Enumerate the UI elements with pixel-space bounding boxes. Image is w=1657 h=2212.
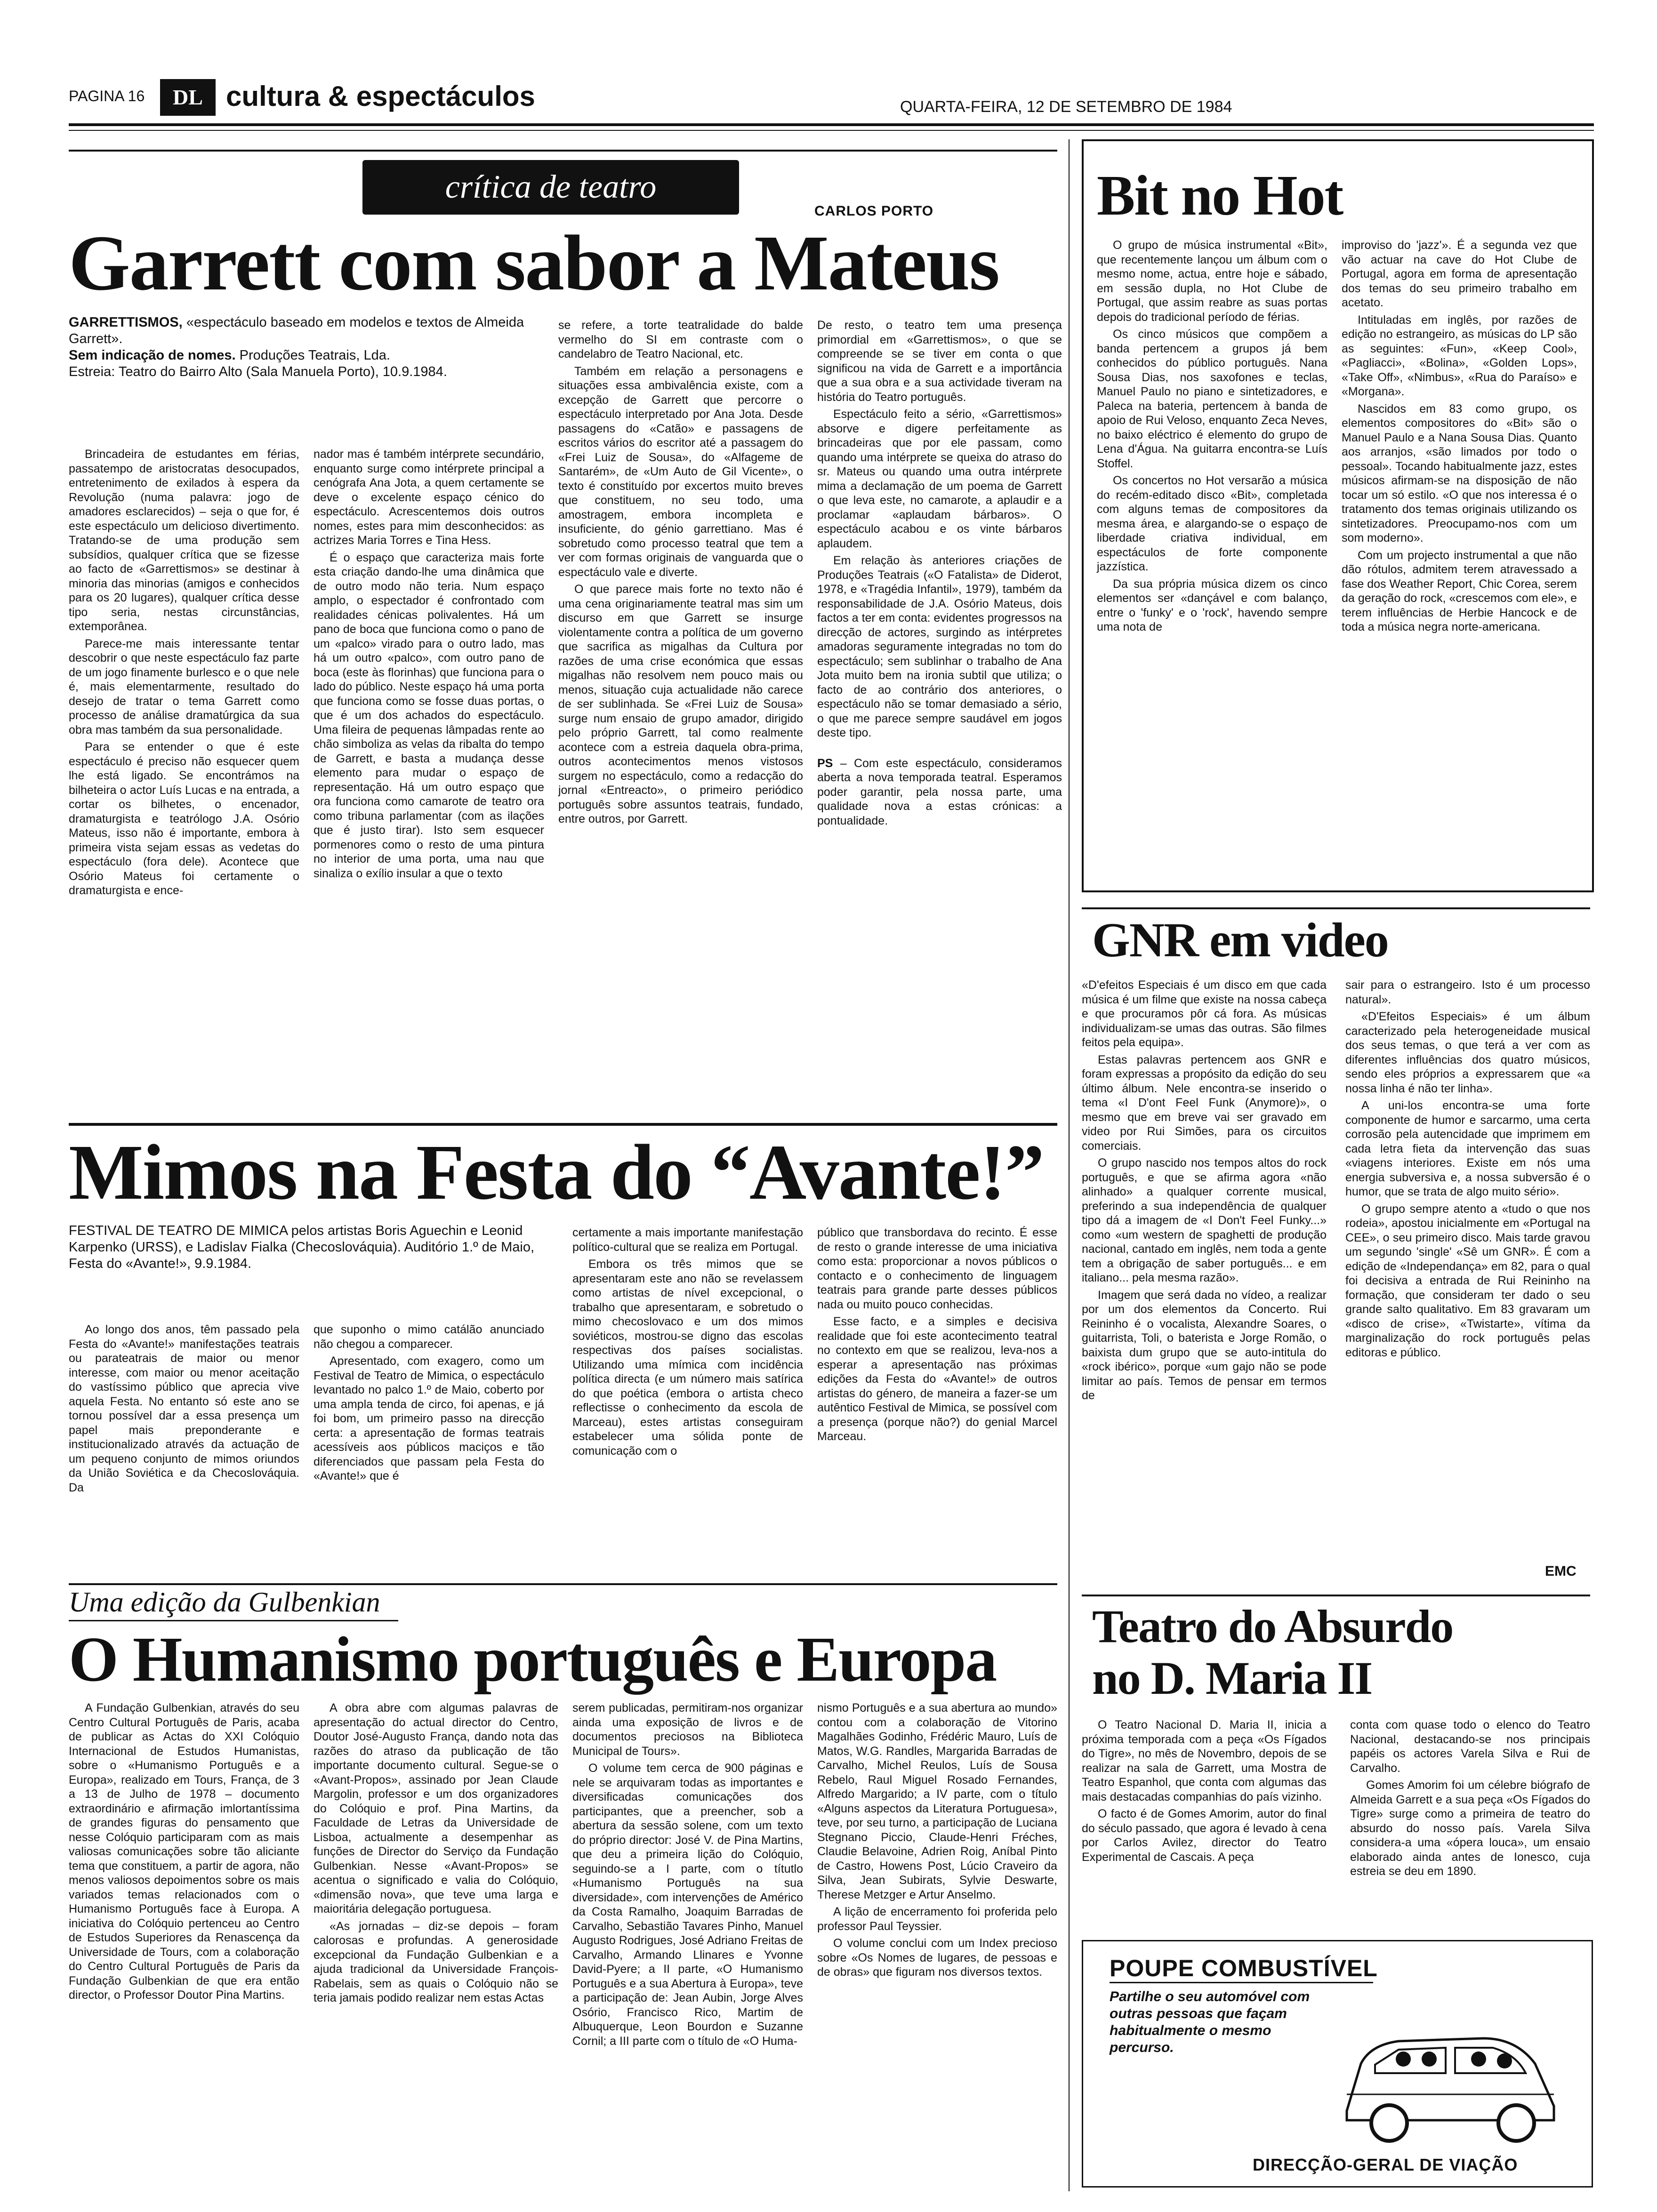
paragraph: Ao longo dos anos, têm passado pela Festa do «Avante!» manifestações teatrais ou parateatrais de maior ou menor interesse, com maior ou menor aceitação do vastíssimo público que aprecia vive aquela Festa. No entanto só este ano se tornou possível dar a essa presença um papel mais preponderante e institucionalizado através da actuação de um pequeno conjunto de mimos oriundos da União Soviética e da Checoslováquia. Da <box>69 1323 299 1494</box>
article4-col1 <box>69 1322 299 1498</box>
article1-credits <box>69 314 544 380</box>
paragraph: serem publicadas, permitiram-nos organizar ainda uma exposição de livros e de documentos preciosos na Biblioteca Municipal de Tours». <box>572 1701 803 1758</box>
paragraph: O Teatro Nacional D. Maria II, inicia a próxima temporada com a peça «Os Fígados do Tigre», no mês de Novembro, depois de se realizar na sala de Garrett, uma Mostra de Teatro Espanhol, que conta com algumas das mais destacadas companhias do país vizinho. <box>1082 1718 1327 1803</box>
article2-col1 <box>1097 238 1327 637</box>
paragraph: Os cinco músicos que compõem a banda pertencem a grupos já bem conhecidos do público português. Nana Sousa Dias, nos saxofones e teclas, Manuel Paulo no piano e sintetizadores, e Paleca na bateria, pertencem à banda de apoio de Rui Veloso, enquanto Zeca Neves, no baixo eléctrico é elemento do grupo de Lena d'Água. Na guitarra encontra-se Luís Stoffel. <box>1097 328 1327 470</box>
article1-col2 <box>314 447 544 883</box>
paragraph: A Fundação Gulbenkian, através do seu Centro Cultural Português de Paris, acaba de publicar as Actas do XXI Colóquio Internacional de Estudos Humanistas, sobre o «Humanismo Português e a Europa», realizado em Tours, França, de 3 a 13 de Julho de 1978 – documento extraordinário e afirmação imlortantíssima de grandes figuras do pensamento que nesse Colóquio participaram com as mais valiosas comunicações sobre tão aliciante tema que constituem, a partir de agora, não menos valiosos depoimentos sobre os mais variados temas relacionados com o Humanismo Português face à Europa. A iniciativa do Colóquio pertenceu ao Centro de Estudos Superiores da Renascença da Universidade de Tours, com a colaboração do Centro Cultural Português de Paris da Fundação Gulbenkian de que era então director, o Professor Doutor Pina Martins. <box>69 1701 299 2002</box>
article6-col1 <box>1082 1718 1327 1867</box>
article4-col2 <box>314 1322 544 1486</box>
ps-label: PS <box>817 756 833 770</box>
article4-top-rule <box>69 1123 1057 1126</box>
paragraph: Esse facto, e a simples e decisiva realidade que foi este acontecimento teatral no contexto em que se realizou, leva-nos a esperar a apresentação nas próximas edições da Festa do «Avante!» de outros artistas do género, de maneira a fazer-se um autêntico Festival de Mimica, se possível com a presença (porque não?) do genial Marcel Marceau. <box>817 1315 1057 1443</box>
article3-top-rule <box>1082 907 1590 909</box>
article3-col1 <box>1082 978 1327 1406</box>
car-illustration <box>1328 2012 1573 2144</box>
paragraph: O grupo sempre atento a «tudo o que nos rodeia», apostou inicialmente em «Portugal na CEE», o seu primeiro disco. Mais tarde gravou um segundo 'single' «Sê um GNR». É com a edição de «Independança» em 82, para o qual foi decisiva a entrada de Rui Reininho na formação, que consideram ter dado o seu grande salto qualitativo. Em 83 gravaram um «disco de crise», «Twistarte», vítima da marginalização do rock português pelas editoras e público. <box>1345 1202 1590 1359</box>
paragraph: se refere, a torte teatralidade do balde vermelho do SI em contraste com o candelabro de Teatro Nacional, etc. <box>558 319 803 361</box>
paragraph: Em relação às anteriores criações de Produções Teatrais («O Fatalista» de Diderot, 1978, e «Tragédia Infantil», 1979), também da responsabilidade de J.A. Osório Mateus, dois factos a ter em conta: evidentes progressos na direcção de actores, surgindo as intérpretes amadoras seguramente integradas no tom do espectáculo; sem sublinhar o trabalho de Ana Jota muito bem na ironia subtil que utiliza; o facto de ao contrário dos anteriores, o espectáculo não se tomar demasiado a sério, o que me parece sempre saudável em jogos deste tipo. <box>817 554 1062 739</box>
article6-top-rule <box>1082 1595 1590 1596</box>
article5-col4 <box>817 1701 1057 1982</box>
article1-headline: Garrett com sabor a Mateus <box>69 219 999 307</box>
paragraph: De resto, o teatro tem uma presença primordial em «Garrettismos», o que se compreende se se tiver em conta o que significou na vida de Garrett e a importância que a sua obra e a sua actividade tiveram na história do Teatro português. <box>817 319 1062 404</box>
show-title: GARRETTISMOS, <box>69 315 183 330</box>
paragraph: Também em relação a personagens e situações essa ambivalência existe, com a excepção de Garrett que percorre o espectáculo interpretado por Ana Jota. Desde passagens do «Catão» e passagens de escritos vários do escritor até a passagem do «Frei Luiz de Sousa», do «Alfageme de Santarém», de «Um Auto de Gil Vicente», o texto é constituído por excertos muito breves que constituem, no seu todo, uma amostragem, embora incompleta e insuficiente, do génio garrettiano. Mas é sobretudo como processo teatral que tem a ver com formas originais de vanguarda que o espectáculo vale e diverte. <box>558 364 803 579</box>
masthead-rule-thin <box>69 130 1594 131</box>
byline: CARLOS PORTO <box>814 203 934 219</box>
paragraph: O facto é de Gomes Amorim, autor do final do século passado, que agora é levado à cena por Carlos Avilez, director do Teatro Experimental de Cascais. A peça <box>1082 1807 1327 1864</box>
page-number: PAGINA 16 <box>69 88 145 104</box>
credits-premiere: Estreia: Teatro do Bairro Alto (Sala Manuela Porto), 10.9.1984. <box>69 364 447 379</box>
paragraph: Intituladas em inglês, por razões de edição no estrangeiro, as músicas do LP são as seguintes: «Fun», «Keep Cool», «Pagliacci», «Bolina», «Golden Lops», «Take Off», «Nimbus», «Rua do Paraíso» e «Morgana». <box>1342 313 1577 398</box>
article3-col2 <box>1345 978 1590 1362</box>
article5-col2 <box>314 1701 558 2008</box>
masthead-rule <box>69 123 1594 126</box>
paragraph: Imagem que será dada no vídeo, a realizar por um dos elementos da Concerto. Rui Reininho é o vocalista, Alexandre Soares, o guitarrista, Toli, o baterista e Jorge Romão, o baixista dum grupo que se auto-intitula do «rock ibérico», porque «um gajo não se pode limitar ao país. Temos de pensar em termos de <box>1082 1288 1327 1402</box>
issue-date: QUARTA-FEIRA, 12 DE SETEMBRO DE 1984 <box>900 98 1232 116</box>
credits-production: Produções Teatrais, Lda. <box>239 348 390 363</box>
paragraph: Os concertos no Hot versarão a música do recém-editado disco «Bit», completada com alguns temas de compositores da mesma área, e alargando-se o espaço de liberdade criativa individual, em espectáculos de forte componente jazzística. <box>1097 474 1327 573</box>
paragraph: Estas palavras pertencem aos GNR e foram expressas a propósito da edição do seu último álbum. Nele encontra-se inserido o tema «I D'ont Feel Funk (Anymore)», o mesmo que em breve vai ser gravado em video por Rui Simões, para os circuitos comerciais. <box>1082 1053 1327 1153</box>
critica-rubric-label: crítica de teatro <box>445 169 657 205</box>
article5-kicker: Uma edição da Gulbenkian <box>69 1587 380 1618</box>
critica-rubric <box>362 160 739 215</box>
paragraph: O grupo nascido nos tempos altos do rock português, e que se afirma agora «não alinhado» a qualquer corrente musical, preferindo a sua independência de qualquer tipo dá a imagem de «I Don't Feel Funky...» como «um western de spaghetti de produção nacional, cantado em inglês, nem toda a gente tem a obrigação de saber português... e em italiano... pela mesma razão». <box>1082 1156 1327 1284</box>
paragraph: nismo Português e a sua abertura ao mundo» contou com a colaboração de Vitorino Magalhães Godinho, Frédéric Mauro, Luís de Matos, W.G. Randles, Margarida Barradas de Carvalho, Michel Reulos, Luís de Sousa Rebelo, Raul Miguel Rosado Fernandes, Alfredo Margarido; a IV parte, com o título «Alguns aspectos da Literatura Portuguesa», teve, por seu turno, a participação de Luciana Stegnano Piccio, Claude-Henri Fréches, Claudie Belavoine, Adrien Roig, Aníbal Pinto de Castro, Howens Post, Lúcio Craveiro da Silva, Jean Subirats, Sylvie Deswarte, Therese Metzger e Artur Anselmo. <box>817 1701 1057 1901</box>
paragraph: O volume tem cerca de 900 páginas e nele se arquivaram todas as importantes e diversificadas comunicações dos participantes, que a preencher, sob a abertura da sessão solene, com um texto do próprio director: José V. de Pina Martins, que deu a primeira lição do Colóquio, seguindo-se a I parte, com o títutlo «Humanismo Português na sua diversidade», com intervenções de Américo da Costa Ramalho, Joaquim Barradas de Carvalho, Sebastião Tavares Pinho, Manuel Augusto Rodrigues, José Adriano Freitas de Carvalho, Armando Llinares e Yvonne David-Pyere; a II parte, «O Humanismo Português e a sua Abertura à Europa», teve a participação de: Jean Aubin, Jorge Alves Osório, Francisco Rico, Martim de Albuquerque, Leon Bourdon e Suzanne Cornil; a III parte com o título de «O Huma- <box>572 1762 803 2048</box>
paragraph: «D'Efeitos Especiais» é um álbum caracterizado pela heterogeneidade musical dos seus temas, o que terá a ver com as diferentes influências dos quatro músicos, sendo eles próprios a expressarem que «a nossa linha é não ter linha». <box>1345 1010 1590 1095</box>
paragraph: É o espaço que caracteriza mais forte esta criação dando-lhe uma dinâmica que de outro modo não teria. Num espaço amplo, o espectador é confrontado com realidades cénicas polivalentes. Há um pano de boca que funciona como o pano de um «palco» virado para o outro lado, mas há um outro «palco», com outro pano de boca (este às florinhas) que funciona para o lado do público. Neste espaço há uma porta que funciona como se fosse duas portas, o que é um dos achados do espectáculo. Uma fileira de pequenas lâmpadas rente ao chão simboliza as velas da ribalta do tempo de Garrett, e basta a mudança desse elemento para mudar o espaço de representação. Há um outro espaço que ora funciona como camarote de teatro ora como tribuna parlamentar (com as ilações que é justo tirar). Isto sem esquecer pormenores como o resto de uma pintura no interior de uma porta, uma nau que sinaliza o exílio insular a que o texto <box>314 551 544 880</box>
article4-col4 <box>817 1226 1057 1447</box>
paragraph: Apresentado, com exagero, como um Festival de Teatro de Mimica, o espectáculo levantado no palco 1.º de Maio, coberto por uma ampla tenda de circo, foi apenas, e já foi bom, um primeiro passo na direcção certa: a apresentação de formas teatrais acessíveis aos públicos maciços e tão diferenciados que passam pela Festa do «Avante!» que é <box>314 1354 544 1483</box>
paragraph: conta com quase todo o elenco do Teatro Nacional, destacando-se nos principais papéis os actores Varela Silva e Rui de Carvalho. <box>1350 1718 1590 1775</box>
paragraph: Da sua própria música dizem os cinco elementos ser «dançável e com balanço, entre o 'funky' e o 'rock', havendo sempre uma nota de <box>1097 577 1327 633</box>
paragraph: certamente a mais importante manifestação político-cultural que se realiza em Portugal. <box>572 1226 803 1254</box>
logo-glyph: DL <box>173 85 203 109</box>
section-title: cultura & espectáculos <box>226 80 535 112</box>
paragraph: O grupo de música instrumental «Bit», que recentemente lançou um álbum com o mesmo nome, actua, entre hoje e sábado, em sessão dupla, no Hot Clube de Portugal, que assim reabre as suas portas depois do tradicional período de férias. <box>1097 239 1327 324</box>
article4-headline: Mimos na Festa do “Avante!” <box>69 1129 1044 1216</box>
article5-col3 <box>572 1701 803 2051</box>
paragraph: A obra abre com algumas palavras de apresentação do actual director do Centro, Doutor José-Augusto França, dando nota das razões do atraso da publicação de tão importante documento cultural. Segue-se o «Avant-Propos», assinado por Jean Claude Margolin, professor e um dos organizadores do Colóquio e prof. Pina Martins, da Faculdade de Letras da Universidade de Lisboa, actualmente a desempenhar as funções de Director do Serviço da Fundação Gulbenkian. Nesse «Avant-Propos» se acentua o significado e valia do Colóquio, «dimensão nova», que teve uma larga e maioritária delegação portuguesa. <box>314 1701 558 1915</box>
paragraph: Brincadeira de estudantes em férias, passatempo de aristocratas desocupados, entretenimento de exilados à espera da Revolução (numa palavra: jogo de amadores esclarecidos) – seja o que for, é este espectáculo um delicioso divertimento. Tratando-se de uma produção sem subsídios, qualquer crítica que se fizesse ao facto de «Garrettismos» se destinar à minoria das minorias (amigos e conhecidos para os 20 lugares), qualquer crítica desse tipo seria, nestas circunstâncias, extemporânea. <box>69 448 299 633</box>
paragraph: Embora os três mimos que se apresentaram este ano não se revelassem como artistas de nível excepcional, o trabalho que apresentaram, e sobretudo o mimo checoslovaco e um dos mimos soviéticos, mostrou-se digno das escolas respectivas dos países socialistas. Utilizando uma mímica com incidência política directa (e um número mais satírica do que poética (embora o artista checo reflectisse o conhecimento da escola de Marceau), estes artistas conseguiram estabelecer uma sólida ponte de comunicação com o <box>572 1258 803 1458</box>
article3-headline: GNR em video <box>1092 913 1388 967</box>
advertisement <box>1082 1940 1593 2188</box>
paragraph: «As jornadas – diz-se depois – foram calorosas e profundas. A generosidade excepcional da Fundação Gulbenkian e a ajuda tradicional da Universidade François-Rabelais, sem as quais o Colóquio não se teria jamais podido realizar nem estas Actas <box>314 1919 558 2004</box>
article5-top-rule <box>69 1583 1057 1585</box>
article2-col2 <box>1342 238 1577 637</box>
article5-col1 <box>69 1701 299 2005</box>
article6-headline-2: no D. Maria II <box>1092 1652 1372 1704</box>
ad-title: POUPE COMBUSTÍVEL <box>1110 1955 1378 1981</box>
article4-col3 <box>572 1226 803 1461</box>
article6-headline-1: Teatro do Absurdo <box>1092 1600 1453 1652</box>
article5-headline: O Humanismo português e Europa <box>69 1624 997 1695</box>
paragraph: Com um projecto instrumental a que não dão rótulos, admitem terem atravessado a fase dos Weather Report, Chic Corea, serem da geração do rock, «crescemos com ele», e terem influências de Herbie Hancock e de toda a música negra norte-americana. <box>1342 548 1577 633</box>
article2-headline: Bit no Hot <box>1097 164 1343 227</box>
ad-title-underline <box>1110 1982 1373 1983</box>
postscript <box>817 756 1062 828</box>
article4-credits: FESTIVAL DE TEATRO DE MIMICA pelos artistas Boris Aguechin e Leonid Karpenko (URSS), e Ladislav Fialka (Checoslováquia). Auditório 1.º de Maio, Festa do «Avante!», 9.9.1984. <box>69 1223 535 1271</box>
paragraph: Gomes Amorim foi um célebre biógrafo de Almeida Garrett e a sua peça «Os Fígados do Tigre» surge como a primeira de teatro do absurdo do nosso país. Varela Silva considera-a uma «ópera louca», um ensaio elaborado ainda antes de Ionesco, cuja estreia se deu em 1890. <box>1350 1779 1590 1878</box>
paragraph: A uni-los encontra-se uma forte componente de humor e sarcarmo, uma certa corrosão pela autencidade que imprimem em cada letra fieta da intervenção das suas «viagens interiores. Existe em nós uma energia subversiva e, a nossa subversão é o humor, que se trata de algo muito sério». <box>1345 1099 1590 1198</box>
paragraph: Parece-me mais interessante tentar descobrir o que neste espectáculo faz parte de um jogo finamente burlesco e o que nele é, mais elementarmente, resultado do desejo de tratar o tema Garrett como processo de análise dramatúrgica da sua obra mas também da sua personalidade. <box>69 637 299 737</box>
paragraph: Para se entender o que é este espectáculo é preciso não esquecer quem lhe está ligado. Se encontrámos na bilheteira o actor Luís Lucas e na entrada, a cortar os bilhetes, o encenador, dramaturgista e teatrólogo J.A. Osório Mateus, isso não é importante, embora à primeira vista sejam essas as vedetas do espectáculo (fora dele). Acontece que Osório Mateus foi certamente o dramaturgista e ence- <box>69 740 299 897</box>
paragraph: sair para o estrangeiro. Isto é um processo natural». <box>1345 978 1590 1006</box>
article1-col3 <box>558 318 803 829</box>
paragraph: Nascidos em 83 como grupo, os elementos compositores do «Bit» são o Manuel Paulo e a Nana Sousa Dias. Quanto aos arranjos, «são limados por todo o pessoal». Tocando habitualmente jazz, estes músicos afirmam-se na disposição de não tocar um só estilo. «O que nos interessa é o tratamento dos temas originais utilizando os sintetizadores. Preocupamo-nos com um som moderno». <box>1342 402 1577 545</box>
paragraph: público que transbordava do recinto. É esse de resto o grande interesse de uma iniciativa como esta: proporcionar a novos públicos o contacto e o conhecimento de linguagem teatrais para grande parte desses públicos nada ou muito pouco conhecidas. <box>817 1226 1057 1311</box>
ps-text: – Com este espectáculo, consideramos aberta a nova temporada teatral. Esperamos poder garantir, pela nossa parte, uma qualidade nova a estas crónicas: a pontualidade. <box>817 756 1062 827</box>
article1-col1 <box>69 447 299 901</box>
article1-col4 <box>817 318 1062 831</box>
ad-footer: DIRECÇÃO-GERAL DE VIAÇÃO <box>1253 2155 1518 2174</box>
article6-col2 <box>1350 1718 1590 1882</box>
paragraph: O volume conclui com um Index precioso sobre «Os Nomes de lugares, de pessoas e de obras» que figuram nos diversos textos. <box>817 1937 1057 1979</box>
show-description: «espectáculo baseado em modelos e textos de Almeida Garrett». <box>69 315 524 346</box>
logo <box>160 79 216 116</box>
paragraph: «D'efeitos Especiais é um disco em que cada música é um filme que existe na nossa cabeça e que procuramos pôr cá fora. As músicas individualizam-se umas das outras. São filmes feitos pela equipa». <box>1082 978 1327 1049</box>
ad-body: Partilhe o seu automóvel com outras pessoas que façam habitualmente o mesmo percurso. <box>1110 1989 1310 2055</box>
paragraph: improviso do 'jazz'». É a segunda vez que vão actuar na cave do Hot Clube de Portugal, agora em forma de apresentação dos temas do seu primeiro trabalho em acetato. <box>1342 239 1577 309</box>
kicker-underline <box>69 1620 398 1621</box>
vertical-divider <box>1069 139 1070 2191</box>
paragraph: que suponho o mimo catálão anunciado não chegou a comparecer. <box>314 1323 544 1351</box>
credits-names: Sem indicação de nomes. <box>69 348 236 363</box>
article1-top-rule <box>69 150 1057 152</box>
paragraph: O que parece mais forte no texto não é uma cena originariamente teatral mas sim um discurso em que Garrett se insurge violentamente contra a política de um governo que sacrifica as migalhas da Cultura por razões de uma crise económica que essas migalhas não resolvem nem pouco mais ou menos, situação cuja actualidade não carece de ser sublinhada. Se «Frei Luiz de Sousa» surge num ensaio de grupo amador, dirigido pelo próprio Garrett, tal como realmente acontece com a estreia daquela obra-prima, outros acontecimentos menos vistosos surgem no espectáculo, como a redacção do jornal «Entreacto», o primeiro periódico português sobre assuntos teatrais, fundado, entre outros, por Garrett. <box>558 583 803 825</box>
article3-signature: EMC <box>1545 1563 1577 1579</box>
paragraph: nador mas é também intérprete secundário, enquanto surge como intérprete principal a cenógrafa Ana Jota, a quem certamente se deve o excelente espaço cénico do espectáculo. Acrescentemos dois outros nomes, estes para mim desconhecidos: as actrizes Maria Torres e Tina Hess. <box>314 448 544 547</box>
paragraph: A lição de encerramento foi proferida pelo professor Paul Teyssier. <box>817 1905 1057 1933</box>
paragraph: Espectáculo feito a sério, «Garrettismos» absorve e digere perfeitamente as brincadeiras que por ele passam, como quando uma intérprete se queixa do atraso do sr. Mateus ou quando uma outra intérprete mima a declamação de um poema de Garrett o que leva este, no camarote, a aplaudir e a proclamar «aplaudam bárbaros». O espectáculo acabou e os vinte bárbaros aplaudem. <box>817 408 1062 550</box>
